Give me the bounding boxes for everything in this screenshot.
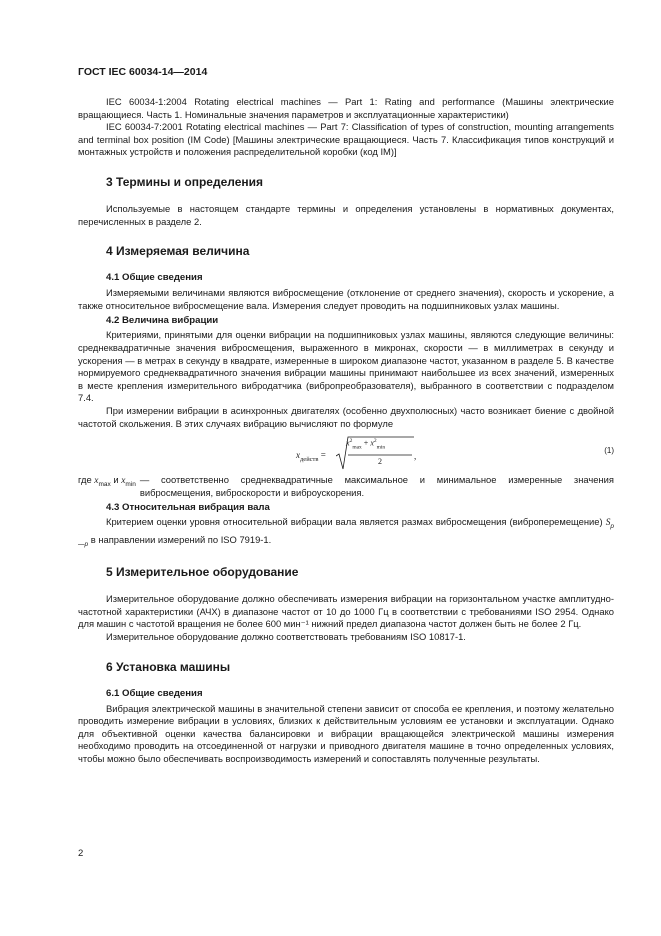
page-number: 2 [78,848,84,859]
document-header: ГОСТ IEC 60034-14—2014 [78,66,208,78]
section-4-3-paragraph: Критерием оценки уровня относительной вибрации вала является размах виброcмещения (виброперемещение) $S_{p—p}$ в направлении измерений по ISO 7919-1. [78,516,614,548]
section-4-1-paragraph: Измеряемыми величинами являются виброcмещение (отклонение от среднего значения), скорость и ускорение, а также относительное виброcмещение вала. Измерения следует проводить на подшипниковых узлах машины. [78,287,614,311]
formula-numerator: $x^2_{max} + x^2_{min}$ [346,438,386,451]
section-4-1-title: 4.1 Общие сведения [106,272,203,284]
section-6-1-title: 6.1 Общие сведения [106,687,203,699]
section-4-2-title: 4.2 Величина вибрации [106,315,219,327]
section-3-title: 3 Термины и определения [106,174,264,189]
formula-number: (1) [604,446,614,456]
section-4-title: 4 Измеряемая величина [106,244,250,259]
formula-denominator: 2 [378,457,382,467]
section-5-title: 5 Измерительное оборудование [106,565,299,580]
section-6-title: 6 Установка машины [106,659,231,674]
section-3-paragraph: Используемые в настоящем стандарте термины и определения установлены в нормативных документах, перечисленных в разделе 2. [78,202,614,227]
formula-where-clause: где $x_{max}$ и $x_{min}$ — соответственно среднеквадратичные максимальное и минимальное измеренные значения виброcмещения, виброскорости и виброускорения. [78,474,614,498]
section-4-3-title: 4.3 Относительная вибрация вала [106,502,270,514]
page-body [78,66,614,766]
section-4-2-paragraph-1: Критериями, принятыми для оценки вибрации на подшипниковых узлах машины, являются следующие величины: среднеквадратичные значения виброcмещения, выраженного в микронах, скорости — в миллиметрах в секунду и ускорения — в метрах в секунду в квадрате, измеренные в широком диапазоне частот, указанном в разделе 5. В качестве нормируемого среднеквадратичного значения вибрации машины принимают наибольшее из всех значений, измеренных в месте крепления измерительного вибродатчика (вибропреобразователя), выбранного в соответствии с подразделом 7.4. [78,329,614,404]
reference-iec-60034-7: IEC 60034-7:2001 Rotating electrical machines — Part 7: Classification of types of construction, mounting arrangements and terminal box position (IM Code) [Машины электрические вращающиеся. Часть 7. Классификация типов конструкций и монтажных устройств и положения распределительной коробки (код IM)] [78,121,614,158]
formula-lhs: $x_{действ}$ = [296,450,326,463]
reference-iec-60034-1: IEC 60034-1:2004 Rotating electrical machines — Part 1: Rating and performance (Машины электрические вращающиеся. Часть 1. Номинальные значения параметров и эксплуатационные характеристики) [78,96,614,120]
formula-1: $x_{действ}$ = $x^2_{max} + x^2_{min}$ 2 , (1) [78,436,614,472]
section-5-paragraph-2: Измерительное оборудование должно соответствовать требованиям ISO 10817-1. [106,631,466,642]
section-5-paragraph-1: Измерительное оборудование должно обеспечивать измерения вибрации на горизонтальном участке амплитудно-частотной характеристики (АЧХ) в диапазоне частот от 10 до 1000 Гц в соответствии с требованиями ISO 2954. Однако для машин с частотой вращения не более 600 мин⁻¹ нижний предел диапазона частот должен быть не более 2 Гц. [78,593,614,630]
section-6-1-paragraph: Вибрация электрической машины в значительной степени зависит от способа ее крепления, и поэтому желательно проводить измерение вибрации в условиях, близких к действительным условиям ее установки и эксплуатации. Однако для объективной оценки качества балансировки и вибрации вращающейся электрической машины измерения необходимо проводить на отсоединенной от нагрузки и приводного двигателя машине в точно определенных условиях, чтобы можно было обеспечивать воспроизводимость измерений и сопоставлять полученные результаты. [78,702,614,764]
section-4-2-paragraph-2: При измерении вибрации в асинхронных двигателях (особенно двухполюсных) часто возникает биение с двойной частотой скольжения. В этих случаях вибрацию вычисляют по формуле [78,404,614,429]
